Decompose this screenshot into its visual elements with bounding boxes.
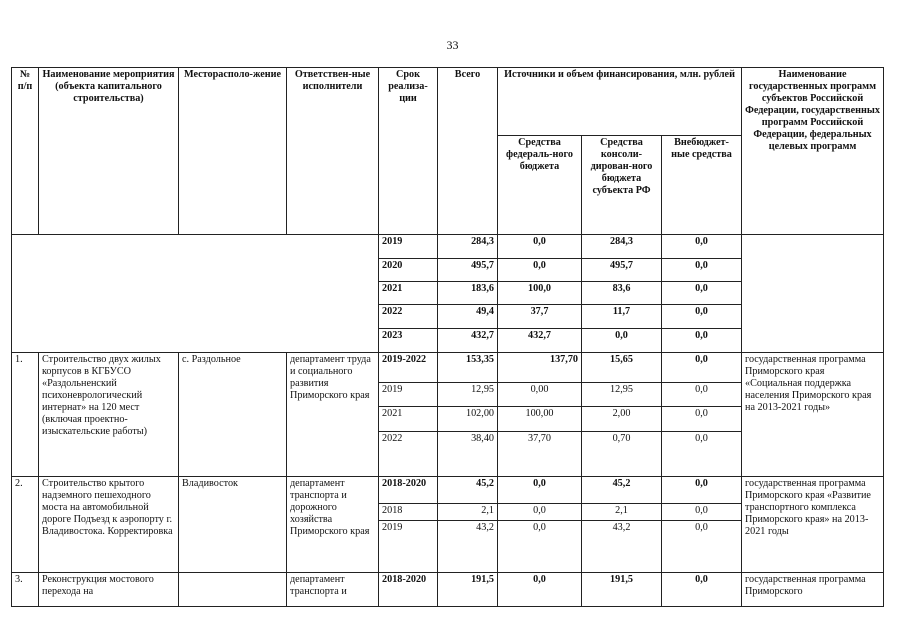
cell-num: 3. <box>12 573 39 607</box>
cell-year: 2018-2020 <box>379 477 438 504</box>
summary-empty-cell <box>12 235 379 353</box>
header-name: Наименование мероприятия (объекта капитального строительства) <box>39 68 179 235</box>
cell-total: 38,40 <box>438 432 498 477</box>
page-number: 33 <box>446 38 459 52</box>
cell-federal: 0,0 <box>498 521 582 573</box>
cell-extra: 0,0 <box>662 259 742 282</box>
cell-regional: 43,2 <box>582 521 662 573</box>
cell-year: 2019 <box>379 235 438 259</box>
header-total: Всего <box>438 68 498 235</box>
header-federal: Средства федераль-ного бюджета <box>498 136 582 235</box>
cell-name: Реконструкция мостового перехода на <box>39 573 179 607</box>
header-location: Месторасполо-жение <box>179 68 287 235</box>
cell-extra: 0,0 <box>662 329 742 353</box>
cell-location: с. Раздольное <box>179 353 287 477</box>
cell-extra: 0,0 <box>662 504 742 521</box>
cell-regional: 0,0 <box>582 329 662 353</box>
cell-year: 2021 <box>379 407 438 432</box>
cell-year: 2020 <box>379 259 438 282</box>
cell-federal: 432,7 <box>498 329 582 353</box>
cell-total: 12,95 <box>438 383 498 407</box>
cell-regional: 12,95 <box>582 383 662 407</box>
cell-program: государственная программа Приморского края «Социальная поддержка населения Приморского края на 2013-2021 годы» <box>742 353 884 477</box>
cell-year: 2018 <box>379 504 438 521</box>
cell-regional: 83,6 <box>582 282 662 305</box>
cell-num: 2. <box>12 477 39 573</box>
cell-federal: 100,00 <box>498 407 582 432</box>
cell-total: 183,6 <box>438 282 498 305</box>
cell-total: 153,35 <box>438 353 498 383</box>
cell-responsible: департамент труда и социального развития Приморского края <box>287 353 379 477</box>
financing-table <box>11 67 884 607</box>
cell-num: 1. <box>12 353 39 477</box>
cell-location <box>179 573 287 607</box>
cell-extra: 0,0 <box>662 282 742 305</box>
cell-year: 2022 <box>379 305 438 329</box>
cell-extra: 0,0 <box>662 305 742 329</box>
cell-extra: 0,0 <box>662 235 742 259</box>
cell-year: 2023 <box>379 329 438 353</box>
cell-responsible: департамент транспорта и дорожного хозяйства Приморского края <box>287 477 379 573</box>
cell-regional: 11,7 <box>582 305 662 329</box>
header-num: № п/п <box>12 68 39 235</box>
table-row <box>12 235 884 259</box>
cell-name: Строительство двух жилых корпусов в КГБУСО «Раздольненский психоневрологический интернат» на 120 мест (включая проектно-изыскательские работы) <box>39 353 179 477</box>
cell-extra: 0,0 <box>662 573 742 607</box>
cell-extra: 0,0 <box>662 432 742 477</box>
cell-year: 2019-2022 <box>379 353 438 383</box>
cell-extra: 0,0 <box>662 353 742 383</box>
cell-location: Владивосток <box>179 477 287 573</box>
cell-federal: 37,7 <box>498 305 582 329</box>
cell-regional: 191,5 <box>582 573 662 607</box>
cell-year: 2018-2020 <box>379 573 438 607</box>
header-period: Срок реализа-ции <box>379 68 438 235</box>
cell-regional: 2,1 <box>582 504 662 521</box>
cell-total: 284,3 <box>438 235 498 259</box>
cell-year: 2022 <box>379 432 438 477</box>
cell-program: государственная программа Приморского края «Развитие транспортного комплекса Приморского края» на 2013-2021 годы <box>742 477 884 573</box>
cell-program: государственная программа Приморского <box>742 573 884 607</box>
cell-federal: 0,0 <box>498 573 582 607</box>
cell-year: 2019 <box>379 383 438 407</box>
cell-regional: 15,65 <box>582 353 662 383</box>
table-row <box>12 477 884 504</box>
cell-total: 43,2 <box>438 521 498 573</box>
cell-regional: 495,7 <box>582 259 662 282</box>
header-sources: Источники и объем финансирования, млн. рублей <box>498 68 742 136</box>
cell-federal: 100,0 <box>498 282 582 305</box>
cell-extra: 0,0 <box>662 477 742 504</box>
summary-program-cell <box>742 235 884 353</box>
cell-name: Строительство крытого надземного пешеходного моста на автомобильной дороге Подъезд к аэропорту г. Владивостока. Корректировка <box>39 477 179 573</box>
header-regional: Средства консоли-дирован-ного бюджета субъекта РФ <box>582 136 662 235</box>
cell-total: 495,7 <box>438 259 498 282</box>
cell-federal: 0,0 <box>498 259 582 282</box>
cell-regional: 0,70 <box>582 432 662 477</box>
cell-year: 2021 <box>379 282 438 305</box>
cell-total: 191,5 <box>438 573 498 607</box>
cell-regional: 284,3 <box>582 235 662 259</box>
cell-federal: 137,70 <box>498 353 582 383</box>
cell-regional: 2,00 <box>582 407 662 432</box>
cell-total: 102,00 <box>438 407 498 432</box>
cell-year: 2019 <box>379 521 438 573</box>
cell-extra: 0,0 <box>662 383 742 407</box>
header-extra: Внебюджет-ные средства <box>662 136 742 235</box>
cell-federal: 0,0 <box>498 504 582 521</box>
cell-responsible: департамент транспорта и <box>287 573 379 607</box>
cell-federal: 0,00 <box>498 383 582 407</box>
cell-regional: 45,2 <box>582 477 662 504</box>
table-row <box>12 353 884 383</box>
header-programs: Наименование государственных программ субъектов Российской Федерации, государственных программ Российской Федерации, федеральных целевых программ <box>742 68 884 235</box>
cell-federal: 0,0 <box>498 477 582 504</box>
cell-total: 2,1 <box>438 504 498 521</box>
cell-federal: 37,70 <box>498 432 582 477</box>
cell-extra: 0,0 <box>662 407 742 432</box>
table-row <box>12 573 884 607</box>
header-responsible: Ответствен-ные исполнители <box>287 68 379 235</box>
cell-total: 45,2 <box>438 477 498 504</box>
cell-extra: 0,0 <box>662 521 742 573</box>
cell-total: 432,7 <box>438 329 498 353</box>
cell-total: 49,4 <box>438 305 498 329</box>
cell-federal: 0,0 <box>498 235 582 259</box>
